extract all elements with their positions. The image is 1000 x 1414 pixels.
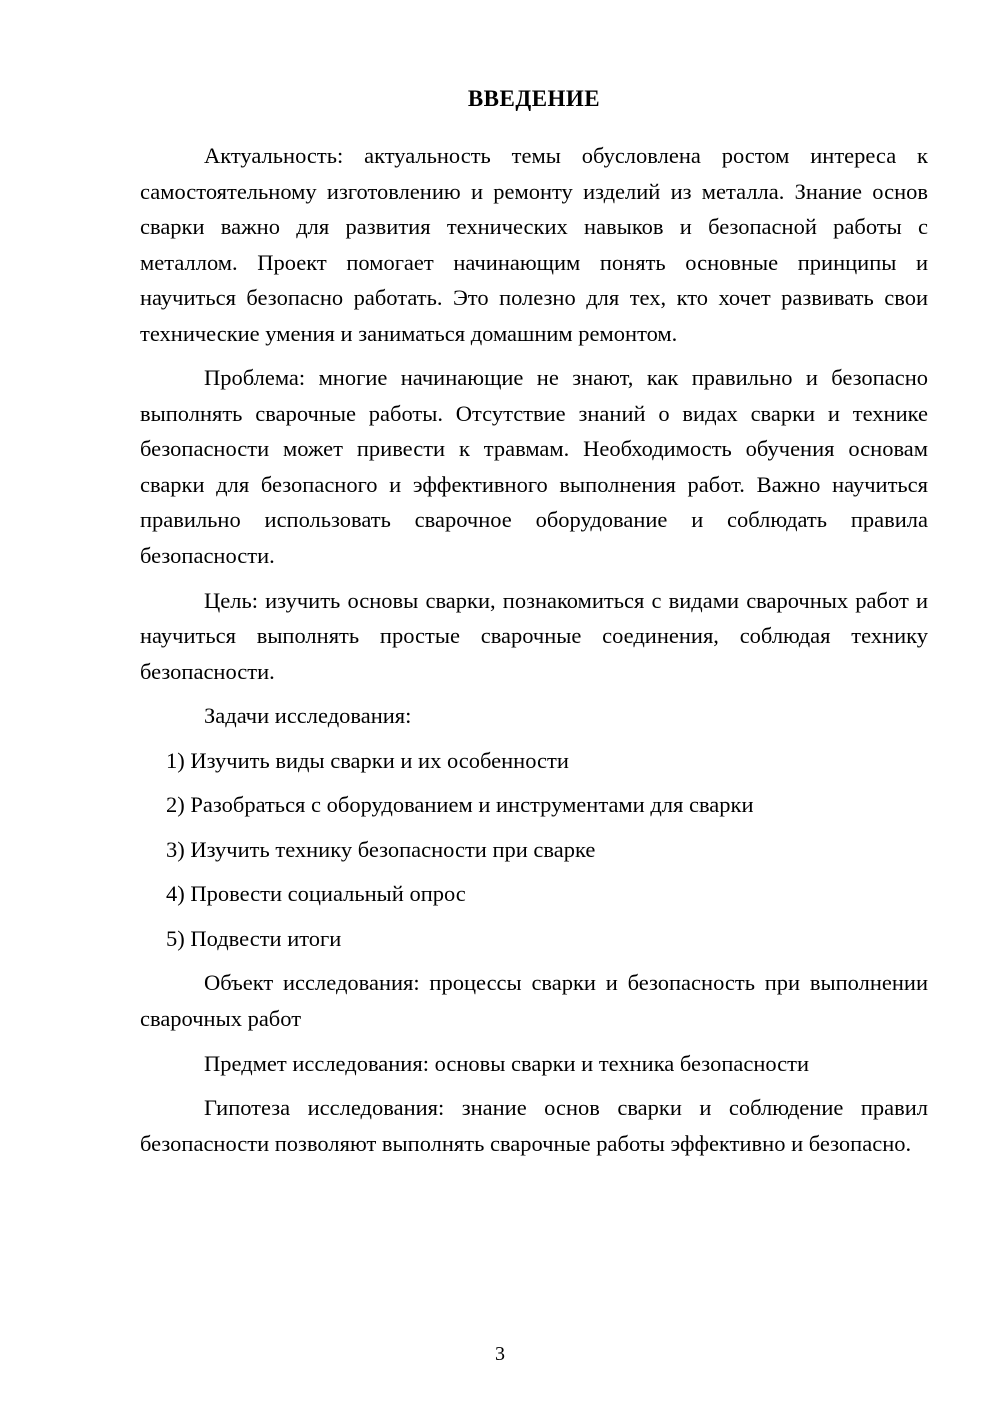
page-number: 3 <box>495 1343 505 1365</box>
paragraph-subject: Предмет исследования: основы сварки и техника безопасности <box>204 1050 810 1076</box>
list-item: 2) Разобраться с оборудованием и инструментами для сварки <box>166 792 754 818</box>
list-item: 5) Подвести итоги <box>166 925 342 951</box>
list-item: 1) Изучить виды сварки и их особенности <box>166 747 569 773</box>
paragraph-tasks-heading: Задачи исследования: <box>204 703 412 729</box>
paragraph-relevance: Актуальность: актуальность темы обусловлена ростом интереса к самостоятельному изготовлению и ремонту изделий из металла. Знание основ сварки важно для развития технических навыков и безопасной работы с металлом. Проект помогает начинающим понять основные принципы и научиться безопасно работать. Это полезно для тех, кто хочет развивать свои технические умения и заниматься домашним ремонтом. <box>140 143 928 346</box>
paragraph-goal: Цель: изучить основы сварки, познакомиться с видами сварочных работ и научиться выполнять простые сварочные соединения, соблюдая технику безопасности. <box>140 587 928 684</box>
paragraph-problem: Проблема: многие начинающие не знают, как правильно и безопасно выполнять сварочные работы. Отсутствие знаний о видах сварки и технике безопасности может привести к травмам. Необходимость обучения основам сварки для безопасного и эффективного выполнения работ. Важно научиться правильно использовать сварочное оборудование и соблюдать правила безопасности. <box>140 365 928 569</box>
list-item: 4) Провести социальный опрос <box>166 881 466 907</box>
page-title: ВВЕДЕНИЕ <box>467 86 601 111</box>
list-item: 3) Изучить технику безопасности при сварке <box>166 836 596 862</box>
paragraph-object: Объект исследования: процессы сварки и безопасность при выполнении сварочных работ <box>140 970 928 1032</box>
paragraph-hypothesis: Гипотеза исследования: знание основ сварки и соблюдение правил безопасности позволяют выполнять сварочные работы эффективно и безопасно. <box>140 1095 928 1156</box>
